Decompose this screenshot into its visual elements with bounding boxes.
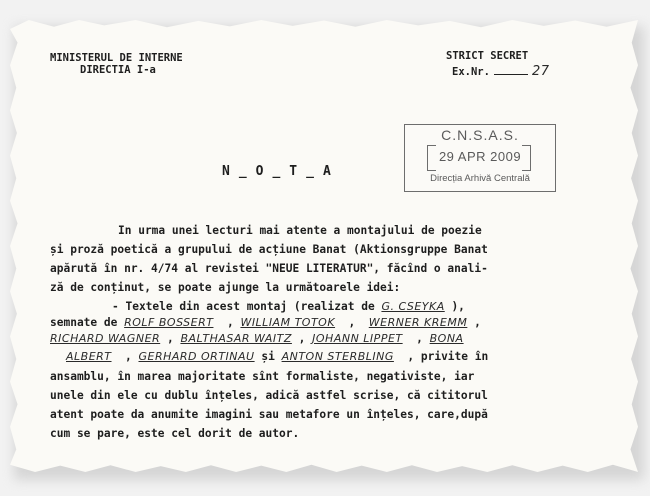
document-title: N_O_T_A xyxy=(222,164,340,179)
archive-stamp xyxy=(404,124,556,192)
body-line-4: ză de conținut, se poate ajunge la următoarele idei: xyxy=(50,281,401,294)
author-wagner: RICHARD WAGNER xyxy=(50,332,161,345)
classification-label: STRICT SECRET xyxy=(446,50,529,62)
author-bona: BONA xyxy=(429,332,464,345)
body-line-1: In urma unei lecturi mai atente a montajului de poezie xyxy=(118,224,482,237)
author-toton: WILLIAM TOTOK xyxy=(240,316,336,329)
ministry-name: MINISTERUL DE INTERNE xyxy=(50,52,183,64)
author-bossert: ROLF BOSSERT xyxy=(124,316,214,329)
author-ortinau: GERHARD ORTINAU xyxy=(138,350,255,363)
body-line-12: atent poate da anumite imagini sau metafore un înțeles, care,după xyxy=(50,408,488,421)
body-line-13: cum se pare, este cel dorit de autor. xyxy=(50,427,300,440)
body-line-5: - Textele din acest montaj (realizat de G. CSEYKA ), xyxy=(112,300,465,313)
body-line-11: unele din ele cu dublu înțeles, adică astfel scrise, că cititorul xyxy=(50,389,488,402)
author-kremm: WERNER KREMM xyxy=(368,316,468,329)
stamp-title: C.N.S.A.S. xyxy=(441,127,519,143)
author-sterbling: ANTON STERBLING xyxy=(281,350,394,363)
stamp-subtitle: Direcția Arhivă Centrală xyxy=(430,173,530,184)
body-line-10: ansamblu, în marea majoritate sînt formaliste, negativiste, iar xyxy=(50,370,475,383)
author-cseyka: G. CSEYKA xyxy=(381,300,445,313)
stamp-date: 29 APR 2009 xyxy=(438,149,522,164)
author-waitz: BALTHASAR WAITZ xyxy=(180,332,292,345)
body-line-2: și proză poetică a grupului de acțiune Banat (Aktionsgruppe Banat xyxy=(50,243,488,256)
exemplar-label: Ex.Nr. 27 xyxy=(452,64,550,79)
author-albert: ALBERT xyxy=(66,350,112,363)
body-line-6: semnate de ROLF BOSSERT , WILLIAM TOTOK , WERNER KREMM , xyxy=(50,316,481,329)
body-line-7: RICHARD WAGNER , BALTHASAR WAITZ , JOHANN LIPPET , BONA xyxy=(50,332,464,345)
body-line-3: apărută în nr. 4/74 al revistei "NEUE LITERATUR", făcînd o anali- xyxy=(50,262,488,275)
author-lippet: JOHANN LIPPET xyxy=(312,332,403,345)
directorate-name: DIRECTIA I-a xyxy=(80,64,156,76)
exemplar-number: 27 xyxy=(531,64,550,79)
body-line-8: ALBERT , GERHARD ORTINAU și ANTON STERBLING , privite în xyxy=(66,350,489,363)
